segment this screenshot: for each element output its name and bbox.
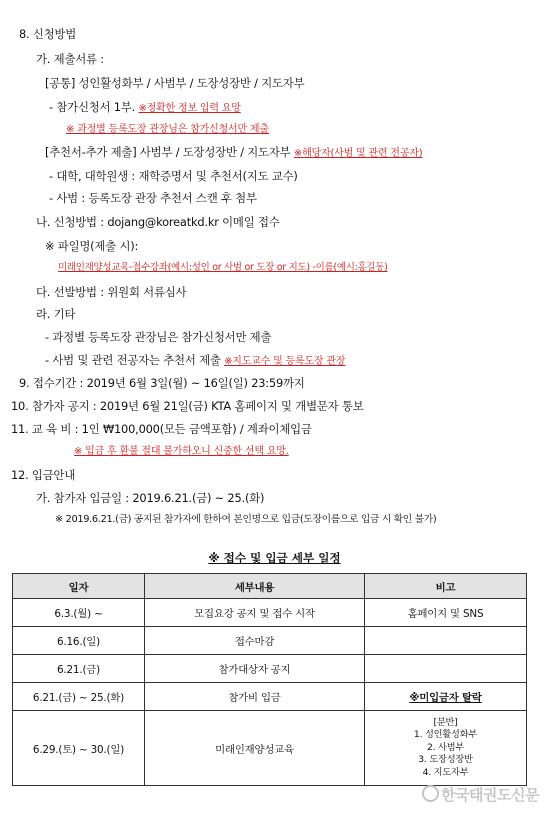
schedule-header-row [13, 574, 527, 599]
section-12-title: 12. 입금안내 [11, 468, 76, 482]
section-10-notice: 10. 참가자 공지 : 2019년 6월 21일(금) KTA 홈페이지 및 개별문자 통보 [11, 399, 364, 413]
row-note: 홈페이지 및 SNS [365, 599, 527, 627]
table-row [13, 683, 527, 711]
row-note: ※미입금자 탈락 [365, 683, 527, 711]
other-item-1: - 과정별 등록도장 관장님은 참가신청서만 제출 [45, 330, 272, 344]
row-content: 모집요강 공지 및 접수 시작 [145, 599, 365, 627]
row-date: 6.21.(금) [13, 655, 145, 683]
row-date: 6.21.(금) ~ 25.(화) [13, 683, 145, 711]
selection-method: 다. 선발방법 : 위원회 서류심사 [36, 285, 187, 299]
application-form-text: - 참가신청서 1부. [49, 100, 136, 114]
recommendation-note: ※해당자(사범 및 관련 전공자) [293, 148, 423, 159]
watermark-text: 한국태권도신문 [441, 786, 539, 804]
row-date: 6.16.(일) [13, 627, 145, 655]
payment-date: 가. 참가자 입금일 : 2019.6.21.(금) ~ 25.(화) [36, 491, 265, 505]
table-row [13, 627, 527, 655]
table-row [13, 599, 527, 627]
newspaper-logo-icon [422, 785, 439, 802]
recommendation-line [45, 144, 422, 162]
filename-label: ※ 파일명(제출 시): [45, 239, 139, 253]
schedule-table [12, 573, 527, 786]
university-docs-item: - 대학, 대학원생 : 재학증명서 및 추천서(지도 교수) [49, 169, 298, 183]
row-date: 6.29.(토) ~ 30.(일) [13, 711, 145, 786]
section-8-title: 8. 신청방법 [19, 27, 77, 41]
application-method: 나. 신청방법 : dojang@koreatkd.kr 이메일 접수 [36, 215, 280, 229]
master-docs-item: - 사범 : 등록도장 관장 추천서 스캔 후 첨부 [49, 191, 257, 205]
table-row [13, 655, 527, 683]
header-date: 일자 [13, 574, 145, 599]
schedule-title [0, 550, 549, 566]
registered-gym-note: ※ 과정별 등록도장 관장님은 참가신청서만 제출 [66, 124, 269, 135]
row-content: 미래인재양성교육 [145, 711, 365, 786]
row-note [365, 627, 527, 655]
common-courses-line: [공통] 성인활성화부 / 사범부 / 도장성장반 / 지도자부 [45, 76, 305, 90]
payment-note: ※ 2019.6.21.(금) 공지된 참가자에 한하여 본인명으로 입금(도장이름으로 입금 시 확인 불가) [55, 514, 437, 525]
division-item: 4. 지도자부 [422, 766, 469, 778]
application-form-item [49, 99, 241, 117]
row-content: 접수마감 [145, 627, 365, 655]
refund-note: ※ 입금 후 환불 절대 불가하오니 신중한 선택 요망. [74, 446, 289, 457]
header-content: 세부내용 [145, 574, 365, 599]
schedule-title-text: ※ 접수 및 입금 세부 일정 [208, 551, 341, 565]
section-11-fee: 11. 교 육 비 : 1인 ₩100,000(모든 금액포함) / 계좌이체입금 [11, 422, 312, 436]
header-note: 비고 [365, 574, 527, 599]
row-date: 6.3.(월) ~ [13, 599, 145, 627]
recommendation-text: [추천서-추가 제출] 사범부 / 도장성장반 / 지도자부 [45, 145, 291, 159]
division-item: 2. 사범부 [426, 741, 465, 753]
filename-format: 미래인재양성교육-접수강좌(예시:성인 or 사범 or 도장 or 지도) -이름(예시:홍길동) [58, 262, 388, 273]
other-item-2 [45, 352, 345, 370]
division-item: 1. 성인활성화부 [413, 729, 478, 741]
division-label: [분반] [433, 716, 458, 728]
accurate-info-note: ※정확한 정보 입력 요망 [138, 103, 241, 114]
other-item-2-note: ※지도교수 및 등록도장 관장 [224, 356, 346, 367]
division-item: 3. 도장성장반 [418, 754, 473, 766]
table-row [13, 711, 527, 786]
row-note [365, 655, 527, 683]
row-content: 참가비 입금 [145, 683, 365, 711]
other-heading: 라. 기타 [36, 307, 76, 321]
submission-docs-heading: 가. 제출서류 : [36, 52, 104, 66]
section-9-period: 9. 접수기간 : 2019년 6월 3일(월) ~ 16일(일) 23:59까지 [19, 376, 305, 390]
other-item-2-text: - 사범 및 관련 전공자는 추천서 제출 [45, 353, 221, 367]
newspaper-watermark [422, 784, 539, 805]
row-content: 참가대상자 공지 [145, 655, 365, 683]
division-list [365, 711, 527, 786]
